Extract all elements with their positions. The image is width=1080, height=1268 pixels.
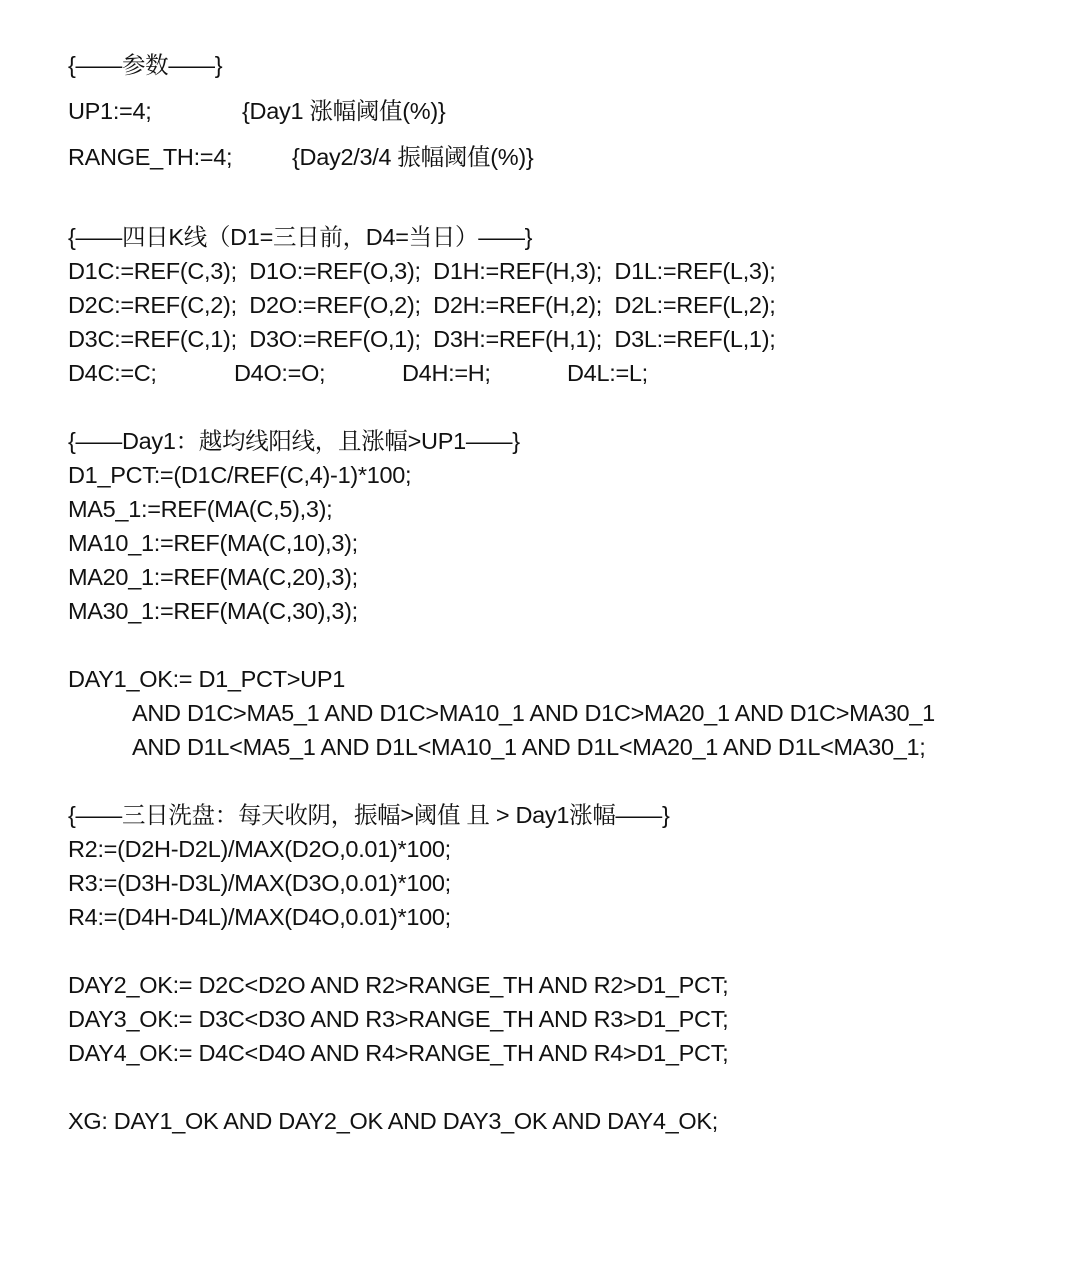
xg-formula: XG: DAY1_OK AND DAY2_OK AND DAY3_OK AND DAY4_OK; (68, 1108, 718, 1134)
day1-ok-condition-low: AND D1L<MA5_1 AND D1L<MA10_1 AND D1L<MA20_1 AND D1L<MA30_1; (132, 734, 926, 760)
range-comment: {Day2/3/4 振幅阈值(%)} (292, 144, 534, 170)
kline-row: D3C:=REF(C,1); D3O:=REF(O,1); D3H:=REF(H,1); D3L:=REF(L,1); (68, 326, 776, 352)
range-formula: R2:=(D2H-D2L)/MAX(D2O,0.01)*100; (68, 836, 451, 862)
range-line (68, 140, 1068, 174)
d4h-def: D4H:=H; (402, 360, 491, 386)
day1-line: D1_PCT:=(D1C/REF(C,4)-1)*100; (68, 462, 412, 488)
day-ok-formula: DAY2_OK:= D2C<D2O AND R2>RANGE_TH AND R2>D1_PCT; (68, 972, 729, 998)
day-ok-formula: DAY4_OK:= D4C<D4O AND R4>RANGE_TH AND R4>D1_PCT; (68, 1040, 729, 1066)
day1-ok-condition-close: AND D1C>MA5_1 AND D1C>MA10_1 AND D1C>MA20_1 AND D1C>MA30_1 (132, 700, 935, 726)
d4l-def: D4L:=L; (567, 360, 648, 386)
up1-comment: {Day1 涨幅阈值(%)} (242, 98, 446, 124)
day1-header: {——Day1：越均线阳线，且涨幅>UP1——} (68, 428, 520, 454)
day1-line: MA30_1:=REF(MA(C,30),3); (68, 598, 358, 624)
wash-header: {——三日洗盘：每天收阴，振幅>阈值 且 > Day1涨幅——} (68, 802, 670, 828)
kline-row-d4 (68, 356, 1068, 390)
kline-header: {——四日K线（D1=三日前，D4=当日）——} (68, 224, 533, 250)
day-ok-formula: DAY3_OK:= D3C<D3O AND R3>RANGE_TH AND R3>D1_PCT; (68, 1006, 729, 1032)
range-formula: R4:=(D4H-D4L)/MAX(D4O,0.01)*100; (68, 904, 451, 930)
formula-document (68, 48, 1068, 1138)
d4o-def: D4O:=O; (234, 360, 326, 386)
d4c-def: D4C:=C; (68, 360, 157, 386)
day1-line: MA5_1:=REF(MA(C,5),3); (68, 496, 333, 522)
day1-line: MA10_1:=REF(MA(C,10),3); (68, 530, 358, 556)
range-definition: RANGE_TH:=4; (68, 144, 233, 170)
day1-line: MA20_1:=REF(MA(C,20),3); (68, 564, 358, 590)
up1-definition: UP1:=4; (68, 98, 152, 124)
up1-line (68, 94, 1068, 128)
kline-row: D1C:=REF(C,3); D1O:=REF(O,3); D1H:=REF(H,3); D1L:=REF(L,3); (68, 258, 776, 284)
kline-row: D2C:=REF(C,2); D2O:=REF(O,2); D2H:=REF(H,2); D2L:=REF(L,2); (68, 292, 776, 318)
day1-ok-line: DAY1_OK:= D1_PCT>UP1 (68, 666, 345, 692)
range-formula: R3:=(D3H-D3L)/MAX(D3O,0.01)*100; (68, 870, 451, 896)
params-header: {——参数——} (68, 52, 223, 78)
